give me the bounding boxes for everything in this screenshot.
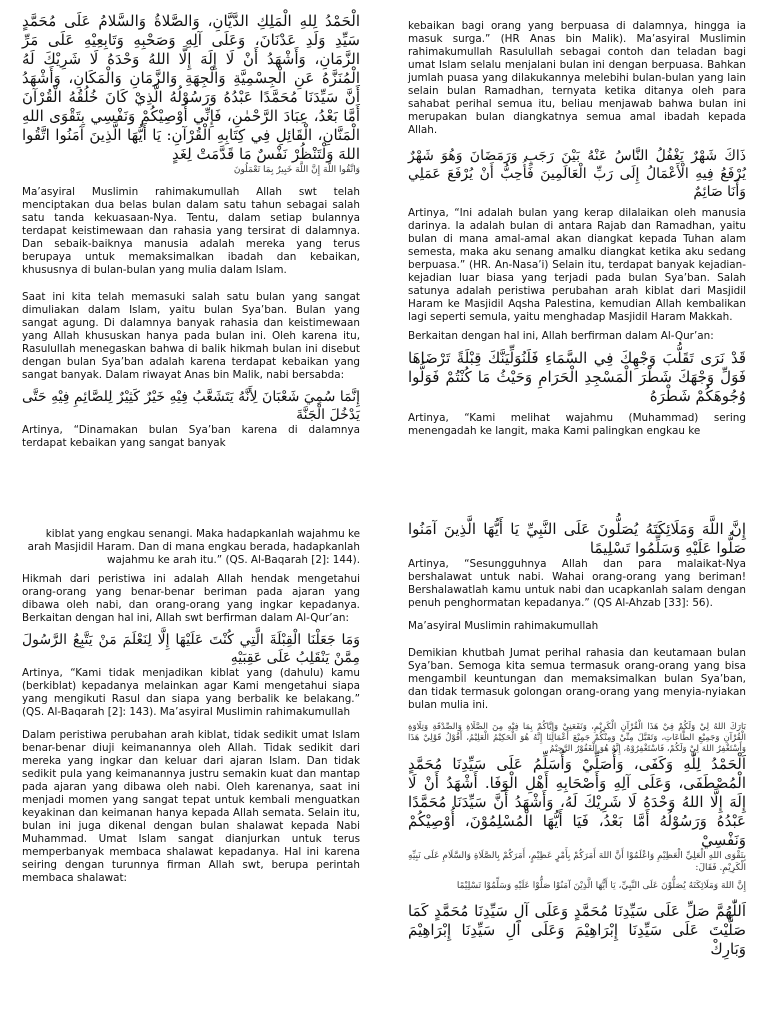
opening-arabic-text: الْحَمْدُ لِلهِ الْمَلِكِ الدَّيَّانِ، وَالصَّلاةُ وَالسَّلامُ عَلَى مُحَمَّدٍ سَيِّدِ وَلَدِ عَدْنَانَ، وَعَلَى آلِهِ وَصَحْبِهِ وَتَابِعِيْهِ عَلَى مَرِّ الزَّمَانِ، وَأَشْهَدُ أَنْ لَا إِلَهَ إِلَّا اللهُ وَحْدَهُ لَا شَرِيْكَ لَهُ الْمُنَزَّهُ عَنِ الْجِسْمِيَّةِ وَالْجِهَةِ وَالزَّمَانِ وَالْمَكَانِ، وَأَشْهَدُ أَنَّ سَيِّدَنَا مُحَمَّدًا عَبْدُهُ وَرَسُوْلُهُ الَّذِيْ كَانَ خُلُقُهُ الْقُرْآنَ أَمَّا بَعْدُ، عِبَادَ الرَّحْمٰنِ، فَإِنِّي أُوْصِيْكُمْ وَنَفْسِي بِتَقْوَى اللهِ الْمَنَّانِ، الْقَائِلِ فِي كِتَابِهِ الْقُرْآنِ: يَا أَيُّهَا الَّذِينَ آمَنُوا اتَّقُوا اللهَ وَلْتَنْظُرْ نَفْسٌ مَا قَدَّمَتْ لِغَدٍ — [22, 12, 360, 163]
section-heading: Ma’asyiral Muslimin rahimakumullah — [408, 620, 599, 632]
closing-prayer-small: بَارَكَ اللهُ لِيْ وَلَكُمْ فِيْ هَذَا الْقُرْآنِ الْكَرِيْمِ، وَنَفَعَنِيْ وَإِيَّاكُمْ بِمَا فِيْهِ مِنَ الصَّلَاةِ وَالصِّدْقَةِ وَتِلَاوَةِ الْقُرْآنِ وَجَمِيْعِ الطَّاعَاتِ، وَتَقَبَّلَ مِنِّيْ وَمِنْكُمْ جَمِيْعَ أَعْمَالِنَا إِنَّهُ هُوَ الْحَكِيْمُ الْعَلِيْمُ، أَقُوْلُ قَوْلِيْ هَذَا وَأَسْتَغْفِرُ اللهَ لِيْ وَلَكُمْ، فَاسْتَغْفِرُوْهُ، إِنَّهُ هُوَ الْغَفُوْرُ الرَّحِيْمُ — [408, 722, 746, 754]
quran-verse-small: إِنَّ اللهَ وَمَلَائِكَتَهُ يُصَلُّوْنَ عَلَى النَّبِيِّ، يَا أَيُّهَا الَّذِيْنَ آمَنُوْا صَلُّوْا عَلَيْهِ وَسَلِّمُوْا تَسْلِيْمًا — [456, 881, 746, 891]
second-khutbah-arabic: اَلْحَمْدُ لِلّٰهِ وَكَفَى، وَأُصَلِّيْ وَأُسَلِّمُ عَلَى سَيِّدِنَا مُحَمَّدٍ الْمُصْطَفَى، وَعَلَى آلِهِ وَأَصْحَابِهِ أَهْلِ الْوَفَا. أَشْهَدُ أَنْ لَا إِلَهَ إِلَّا اللهُ وَحْدَهُ لَا شَرِيْكَ لَهُ، وَأَشْهَدُ أَنَّ سَيِّدَنَا مُحَمَّدًا عَبْدُهُ وَرَسُوْلُهُ أَمَّا بَعْدُ، فَيَا أَيُّهَا الْمُسْلِمُوْنَ، أُوْصِيْكُمْ وَنَفْسِيْ — [408, 755, 746, 849]
quran-verse: وَمَا جَعَلْنَا الْقِبْلَةَ الَّتِي كُنْتَ عَلَيْهَا إِلَّا لِنَعْلَمَ مَنْ يَتَّبِعُ الرَّسُولَ مِمَّنْ يَنْقَلِبُ عَلَى عَقِبَيْهِ — [22, 632, 360, 666]
page-top-left — [22, 12, 360, 450]
quran-verse-small: وَاتَّقُوا اللَّهَ إِنَّ اللَّهَ خَبِيرٌ بِمَا تَعْمَلُونَ — [233, 165, 360, 175]
salawat-arabic: اَللّٰهُمَّ صَلِّ عَلَى سَيِّدِنَا مُحَمَّدٍ وَعَلَى آلِ سَيِّدِنَا مُحَمَّدٍ كَمَا صَلَّيْتَ عَلَى سَيِّدِنَا إِبْرَاهِيْمَ وَعَلَى آلِ سَيِّدِنَا إِبْرَاهِيْمَ وَبَارِكْ — [408, 902, 746, 958]
paragraph: Artinya, “Kami tidak menjadikan kiblat yang (dahulu) kamu (berkiblat) kepadanya melainkan agar Kami mengetahui siapa yang mengikuti Rasul dan siapa yang berbalik ke belakang.” (QS. Al-Baqarah [2]: 143). Ma’asyiral Muslimin rahimakumullah — [22, 667, 360, 718]
hadith-arabic: إِنَّمَا سُمِيَ شَعْبَانَ لِأَنَّهُ يَتَشَعَّبُ فِيْهِ خَيْرٌ كَثِيْرٌ لِلصَّائِمِ فِيْهِ حَتَّى يَدْخُلَ الْجَنَّةَ — [22, 389, 360, 423]
paragraph: kiblat yang engkau senangi. Maka hadapkanlah wajahmu ke arah Masjidil Haram. Dan di mana engkau berada, hadapkanlah wajahmu ke arah itu.” (QS. Al-Baqarah [2]: 144). — [27, 528, 360, 566]
taqwa-small: بِتَقْوَى اللهِ الْعَلِيِّ الْعَظِيْمِ وَاعْلَمُوْا أَنَّ اللهَ أَمَرَكُمْ بِأَمْرٍ عَظِيْمٍ، أَمَرَكُمْ بِالصَّلَاةِ وَالسَّلَامِ عَلَى نَبِيِّهِ الْكَرِيْمِ. فَقَالَ: — [408, 851, 746, 873]
page-bottom-right — [408, 520, 746, 959]
paragraph: Dalam peristiwa perubahan arah kiblat, tidak sedikit umat Islam benar-benar diuji keimanannya oleh Allah. Tidak sedikit dari mereka yang ingkar dan keluar dari ajaran Islam. Dan tidak sedikit pula yang keimanannya justru semakin kuat dan mantap pada ajaran yang dibawa oleh nabi. Oleh karenanya, saat ini menjadi momen yang sangat tepat untuk kembali menguatkan keyakinan dan keimanan hanya kepada Allah semata. Selain itu, bulan ini juga dikenal dengan bulan shalawat kepada Nabi Muhammad. Umat Islam sangat dianjurkan untuk terus memperbanyak membaca shalawat kepadanya. Hal ini karena seiring dengan turunnya firman Allah swt, berupa perintah membaca shalawat: — [22, 729, 360, 884]
paragraph: kebaikan bagi orang yang berpuasa di dalamnya, hingga ia masuk surga.” (HR Anas bin Malik). Ma’asyiral Muslimin rahimakumullah Rasulullah sebagai contoh dan teladan bagi umat Islam selalu menjalani bulan ini dengan berpuasa. Bahkan jumlah puasa yang dilakukannya melebihi bulan-bulan yang lain selain bulan Ramadhan, ternyata ketika ditanya oleh para sahabat perihal semua itu, beliau menjawab bahwa bulan ini merupakan bulan diangkatnya semua amal ibadah kepada Allah. — [408, 20, 746, 136]
paragraph: Artinya, “Sesungguhnya Allah dan para malaikat-Nya bershalawat untuk nabi. Wahai orang-orang yang beriman! Bershalawatlah kamu untuk nabi dan ucapkanlah salam dengan penuh penghormatan kepadanya.” (QS Al-Ahzab [33]: 56). — [408, 558, 746, 609]
quran-verse: قَدْ نَرَى تَقَلُّبَ وَجْهِكَ فِي السَّمَاءِ فَلَنُوَلِّيَنَّكَ قِبْلَةً تَرْضَاهَا فَوَلِّ وَجْهَكَ شَطْرَ الْمَسْجِدِ الْحَرَامِ وَحَيْثُ مَا كُنْتُمْ فَوَلُّوا وُجُوهَكُمْ شَطْرَهُ — [408, 349, 746, 405]
paragraph: Artinya, “Kami melihat wajahmu (Muhammad) sering menengadah ke langit, maka Kami palingkan engkau ke — [408, 412, 746, 437]
page-bottom-left — [22, 528, 360, 885]
paragraph: Demikian khutbah Jumat perihal rahasia dan keutamaan bulan Sya’ban. Semoga kita semua termasuk orang-orang yang bisa mengambil keuntungan dan memaksimalkan bulan Sya’ban, dan tidak termasuk golongan orang-orang yang menyia-nyiakan bulan mulia ini. — [408, 647, 746, 711]
paragraph: Ma’asyiral Muslimin rahimakumullah Allah swt telah menciptakan dua belas bulan dalam satu tahun sebagai salah satu tanda kekuasaan-Nya. Tentu, dalam setiap bulannya terdapat keistimewaan dan rahasia yang tersirat di dalamnya. Dan sebaik-baiknya manusia adalah mereka yang terus berupaya untuk memaksimalkan ibadah dan kebaikan, khususnya di bulan-bulan yang mulia dalam Islam. — [22, 186, 360, 276]
page-top-right — [408, 20, 746, 438]
hadith-translation: Artinya, “Dinamakan bulan Sya’ban karena di dalamnya terdapat kebaikan yang sangat banyak — [22, 424, 360, 449]
paragraph: Artinya, “Ini adalah bulan yang kerap dilalaikan oleh manusia darinya. Ia adalah bulan di antara Rajab dan Ramadhan, yaitu bulan di mana amal-amal akan diangkat kepada Tuhan alam semesta, maka aku senang amalku diangkat ketika aku sedang berpuasa.” (HR. An-Nasa’i) Selain itu, terdapat banyak kejadian-kejadian luar biasa yang terjadi pada bulan Sya’ban. Salah satunya adalah peristiwa perubahan arah kiblat dari Masjidil Haram ke Masjidil Aqsha Palestina, kemudian Allah kembalikan lagi seperti semula, yaitu menghadap Masjidil Haram Makkah. — [408, 207, 746, 323]
quran-verse: إِنَّ اللَّهَ وَمَلَائِكَتَهُ يُصَلُّونَ عَلَى النَّبِيِّ يَا أَيُّهَا الَّذِينَ آمَنُوا صَلُّوا عَلَيْهِ وَسَلِّمُوا تَسْلِيمًا — [408, 520, 746, 557]
paragraph: Hikmah dari peristiwa ini adalah Allah hendak mengetahui orang-orang yang benar-benar beriman pada ajaran yang dibawa oleh nabi, dan orang-orang yang ingkar kepadanya. Berkaitan dengan hal ini, Allah swt berfirman dalam Al-Qur’an: — [22, 573, 360, 624]
paragraph: Saat ini kita telah memasuki salah satu bulan yang sangat dimuliakan dalam Islam, yaitu bulan Sya’ban. Bulan yang sangat agung. Di dalamnya banyak rahasia dan keistimewaan yang Allah khususkan hanya pada bulan ini. Oleh karena itu, Rasulullah menegaskan bahwa di balik hikmah bulan ini disebut dengan bulan Sya’ban adalah karena terdapat kebaikan yang sangat banyak. Dalam riwayat Anas bin Malik, nabi bersabda: — [22, 291, 360, 381]
paragraph-intro: Berkaitan dengan hal ini, Allah berfirman dalam Al-Qur’an: — [408, 330, 714, 342]
hadith-arabic: ذَاكَ شَهْرٌ يَغْفُلُ النَّاسُ عَنْهُ بَيْنَ رَجَبٍ وَرَمَضَانَ وَهُوَ شَهْرٌ يُرْفَعُ فِيهِ الْأَعْمَالُ إِلَى رَبِّ الْعَالَمِينَ فَأُحِبُّ أَنْ يُرْفَعَ عَمَلِي وَأَنَا صَائِمٌ — [408, 148, 746, 200]
